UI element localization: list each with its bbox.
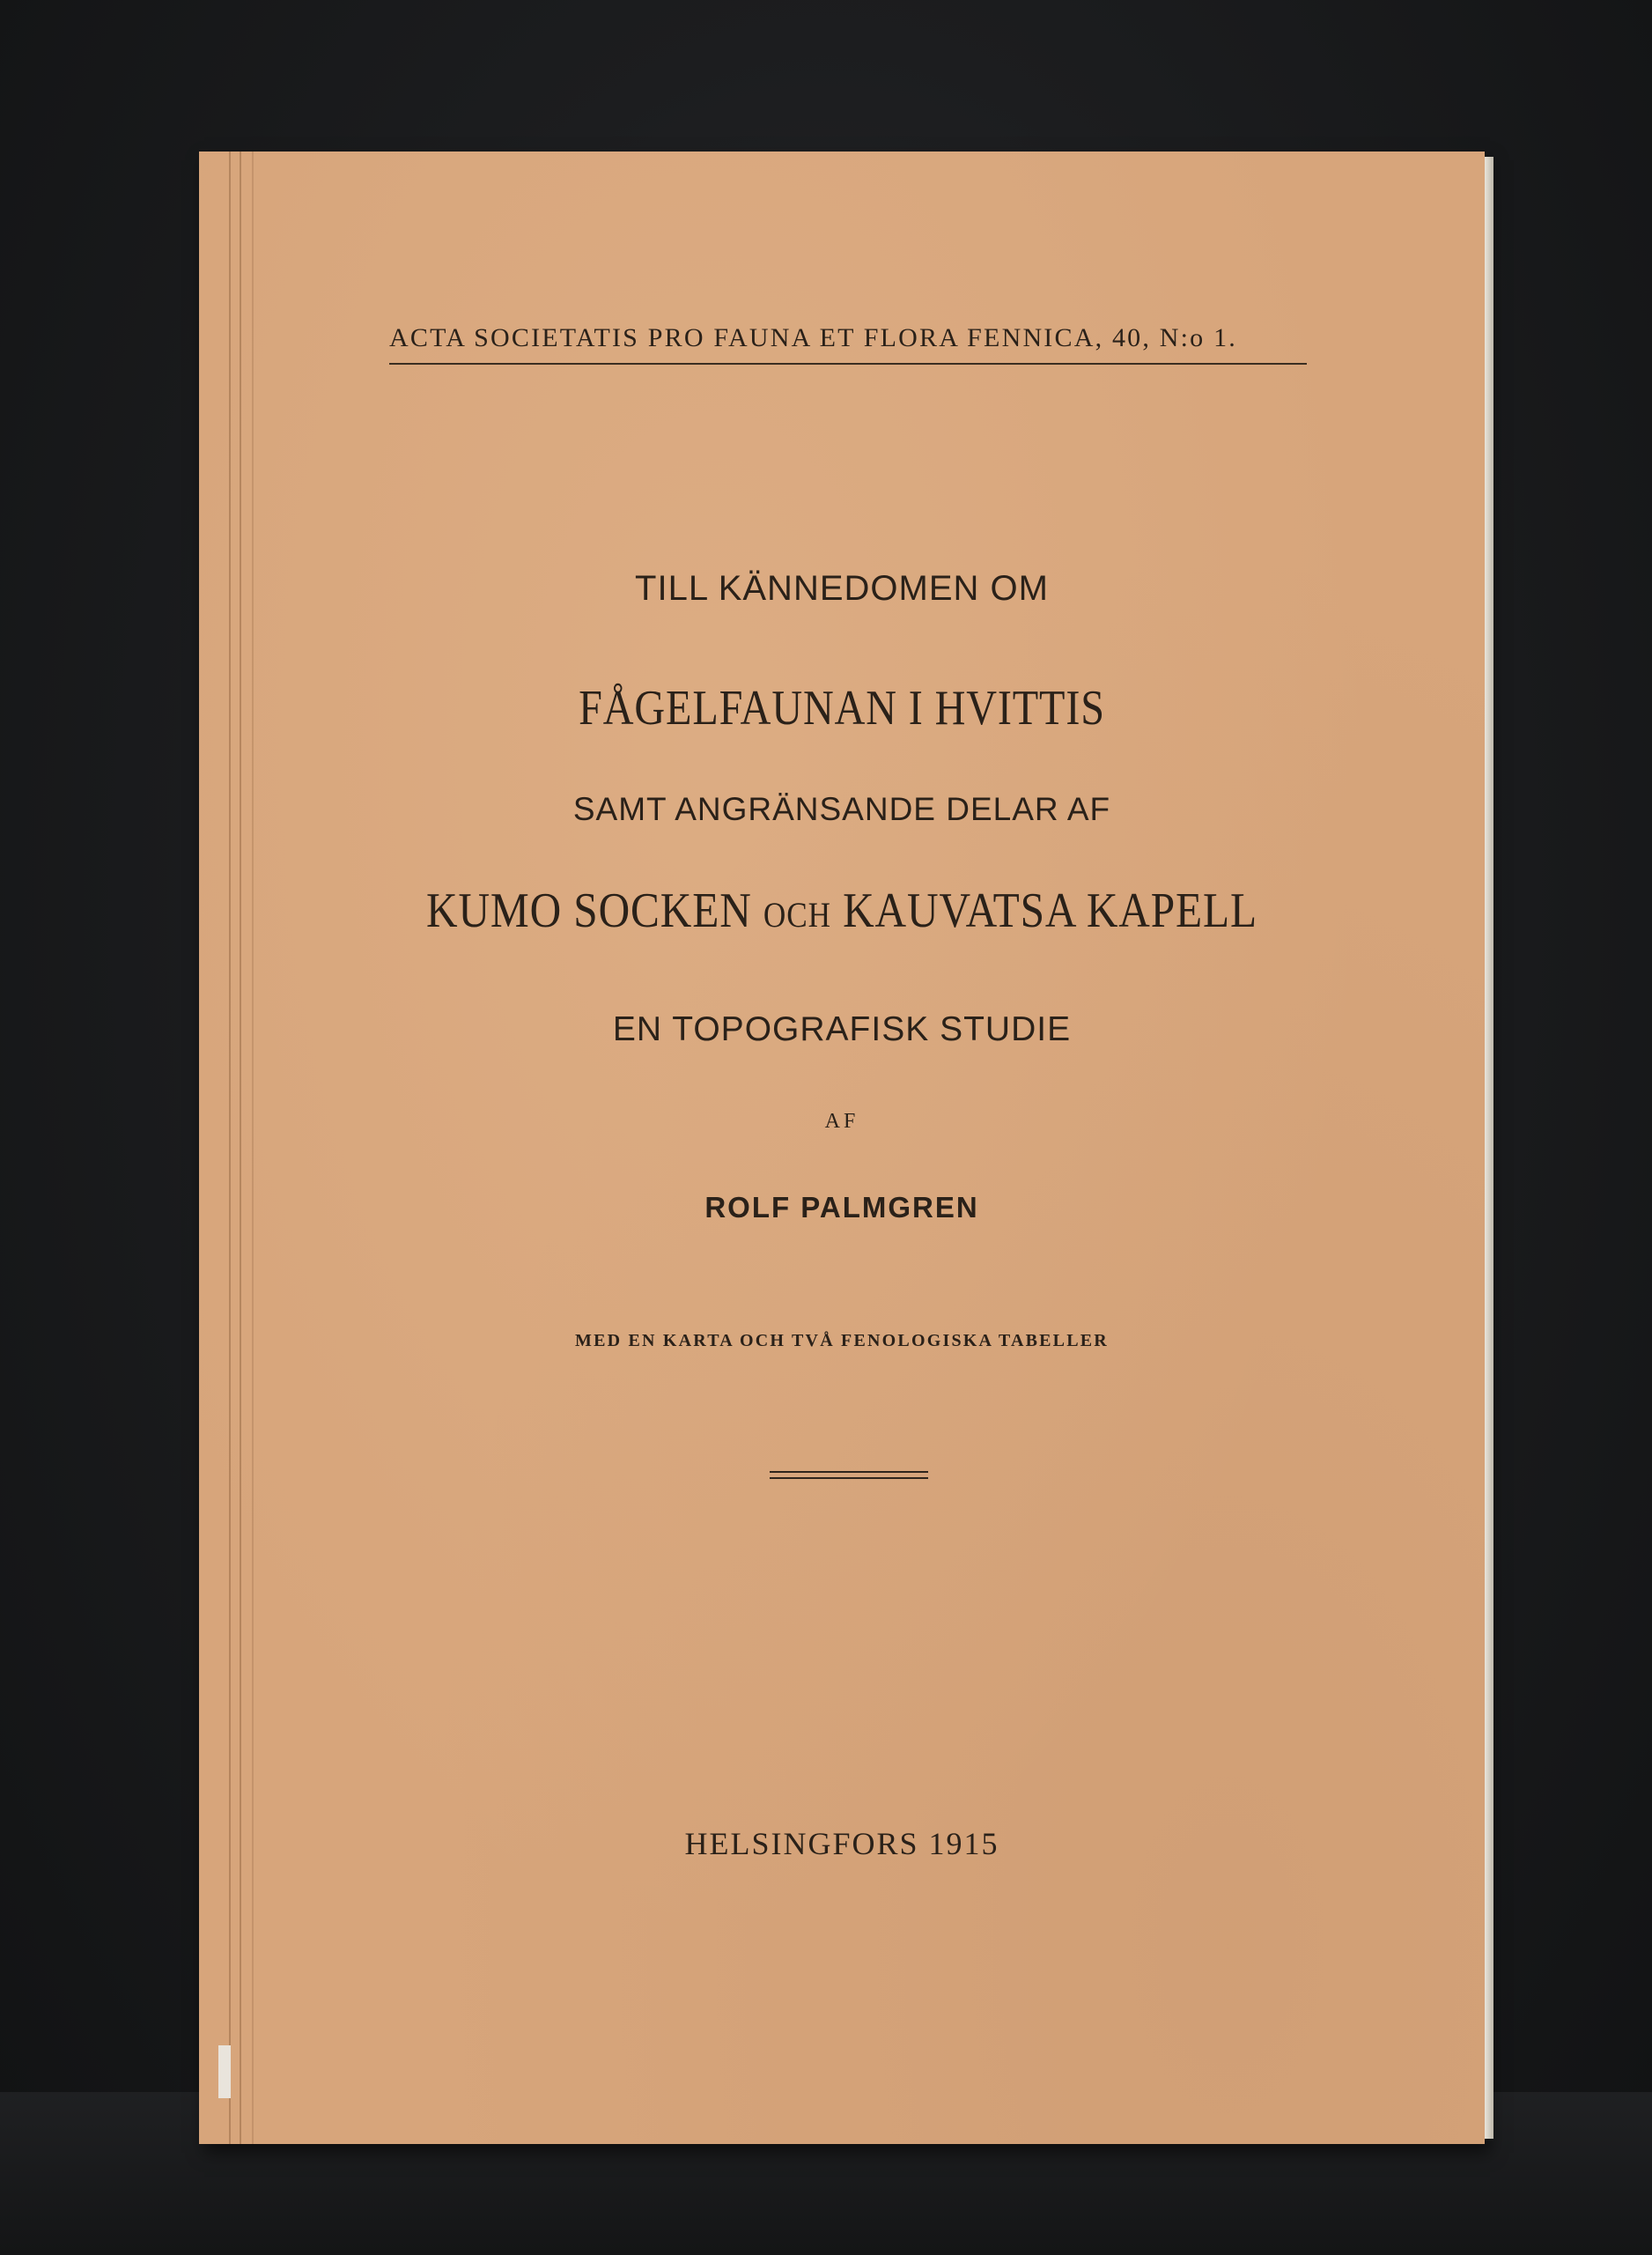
- title-line-3: SAMT ANGRÄNSANDE DELAR AF: [572, 791, 1111, 827]
- title-line-1: TILL KÄNNEDOMEN OM: [635, 569, 1049, 608]
- series-rule: [389, 363, 1307, 365]
- title-line-4-part-c: KAUVATSA KAPELL: [843, 884, 1258, 938]
- ornamental-rule: [770, 1471, 928, 1479]
- booklet-cover: [199, 152, 1485, 2144]
- series-title: ACTA SOCIETATIS PRO FAUNA ET FLORA FENNICA, 40, N:o 1.: [389, 323, 1237, 352]
- author-name: ROLF PALMGREN: [704, 1191, 979, 1224]
- title-line-4-part-a: KUMO SOCKEN: [425, 884, 752, 938]
- title-line-5: EN TOPOGRAFISK STUDIE: [612, 1010, 1072, 1048]
- title-line-4: [277, 883, 1408, 939]
- page-edge: [1485, 157, 1493, 2139]
- spine-wear: [218, 2045, 231, 2098]
- by-label: AF: [824, 1110, 859, 1133]
- imprint: HELSINGFORS 1915: [684, 1826, 999, 1861]
- subtitle: MED EN KARTA OCH TVÅ FENOLOGISKA TABELLER: [575, 1331, 1109, 1350]
- title-line-4-conjunction: OCH: [763, 895, 831, 935]
- title-line-2: FÅGELFAUNAN I HVITTIS: [579, 681, 1105, 736]
